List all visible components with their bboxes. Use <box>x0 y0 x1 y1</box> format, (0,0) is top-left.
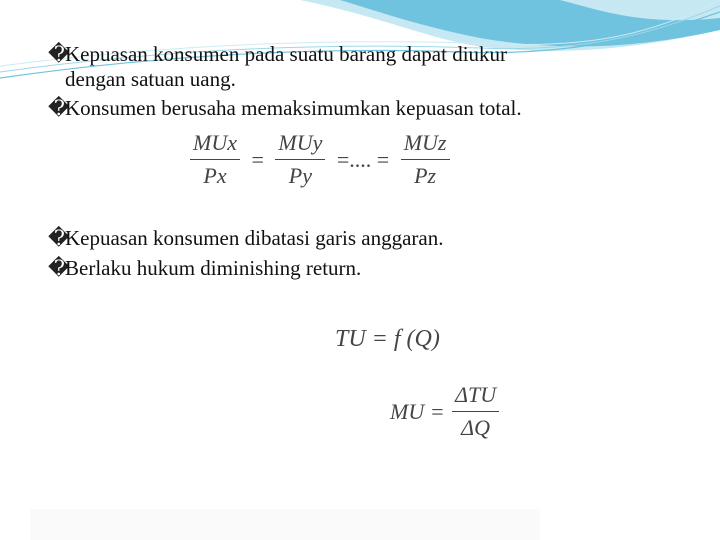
footer-placeholder <box>30 509 540 540</box>
numerator: ΔTU <box>455 382 497 407</box>
equals-sign: = <box>251 146 264 172</box>
bullet-glyph: � <box>48 226 70 250</box>
fraction-muz-pz <box>401 130 450 189</box>
equation-marginal-utility <box>390 382 499 441</box>
numerator: MUz <box>403 130 447 155</box>
bullet-3 <box>48 226 688 251</box>
fraction-delta-tu-delta-q <box>452 382 499 441</box>
bullet-glyph: � <box>48 96 70 120</box>
bullet-glyph: � <box>48 256 70 280</box>
bullet-4 <box>48 256 688 281</box>
tu-equation-text: TU = f (Q) <box>335 326 440 352</box>
equals-ellipsis: =.... = <box>336 146 390 172</box>
bullet-1-text: Kepuasan konsumen pada suatu barang dapat diukur <box>65 42 508 66</box>
bullet-glyph: � <box>48 42 70 66</box>
bullet-2-text: Konsumen berusaha memaksimumkan kepuasan total. <box>65 96 522 120</box>
equation-marginal-utility-ratio <box>190 130 450 189</box>
numerator: MUy <box>278 130 323 155</box>
bullet-2 <box>48 96 688 121</box>
denominator: Py <box>275 159 325 189</box>
bullet-4-text: Berlaku hukum diminishing return. <box>65 256 362 280</box>
denominator: Pz <box>401 159 450 189</box>
denominator: Px <box>190 159 240 189</box>
fraction-muy-py <box>275 130 325 189</box>
fraction-mux-px <box>190 130 240 189</box>
equation-total-utility <box>335 326 440 353</box>
numerator: MUx <box>193 130 237 155</box>
mu-lhs: MU = <box>390 398 445 424</box>
bullet-1-continuation: dengan satuan uang. <box>65 67 236 91</box>
bullet-1 <box>48 42 688 92</box>
denominator: ΔQ <box>452 411 499 441</box>
bullet-3-text: Kepuasan konsumen dibatasi garis anggaran. <box>65 226 444 250</box>
